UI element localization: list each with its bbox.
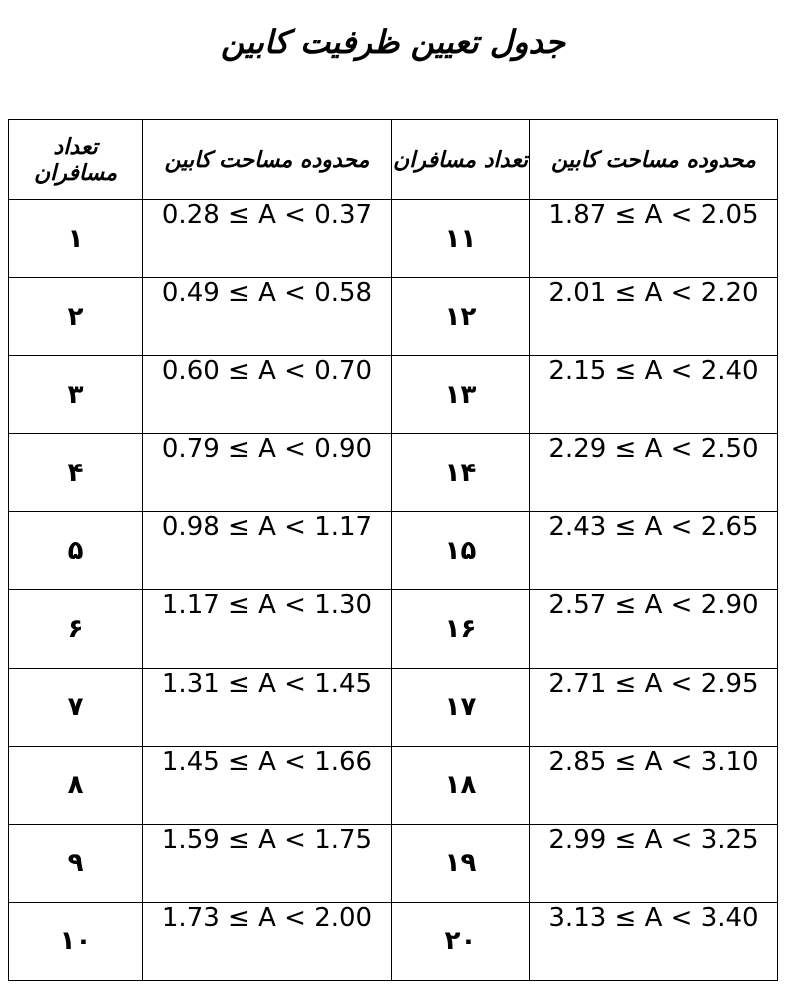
- table-row: [9, 902, 778, 980]
- table-row: [9, 200, 778, 278]
- passenger-count-cell: ۱۵: [392, 512, 530, 590]
- header-cabin-area-range-right: محدوده مساحت کابین: [530, 120, 778, 200]
- cabin-area-range-cell: 2.43 ≤ A < 2.65: [530, 512, 778, 590]
- passenger-count-cell: ۱۶: [392, 590, 530, 668]
- cabin-area-range-cell: 1.59 ≤ A < 1.75: [143, 824, 392, 902]
- passenger-count-cell: ۱۸: [392, 746, 530, 824]
- table-row: [9, 746, 778, 824]
- passenger-count-cell: ۳: [9, 356, 143, 434]
- table-row: [9, 824, 778, 902]
- cabin-area-range-cell: 0.79 ≤ A < 0.90: [143, 434, 392, 512]
- passenger-count-cell: ۶: [9, 590, 143, 668]
- cabin-area-range-cell: 1.17 ≤ A < 1.30: [143, 590, 392, 668]
- cabin-area-range-cell: 2.99 ≤ A < 3.25: [530, 824, 778, 902]
- cabin-area-range-cell: 2.01 ≤ A < 2.20: [530, 278, 778, 356]
- header-cabin-area-range-left: محدوده مساحت کابین: [143, 120, 392, 200]
- table-header-row: [9, 120, 778, 200]
- cabin-area-range-cell: 0.49 ≤ A < 0.58: [143, 278, 392, 356]
- cabin-area-range-cell: 0.60 ≤ A < 0.70: [143, 356, 392, 434]
- passenger-count-cell: ۱۷: [392, 668, 530, 746]
- passenger-count-cell: ۱۳: [392, 356, 530, 434]
- passenger-count-cell: ۱۹: [392, 824, 530, 902]
- passenger-count-cell: ۷: [9, 668, 143, 746]
- cabin-area-range-cell: 2.71 ≤ A < 2.95: [530, 668, 778, 746]
- page-title: جدول تعیین ظرفیت کابین: [220, 23, 566, 61]
- passenger-count-cell: ۸: [9, 746, 143, 824]
- table-row: [9, 356, 778, 434]
- cabin-area-range-cell: 3.13 ≤ A < 3.40: [530, 902, 778, 980]
- cabin-area-range-cell: 1.31 ≤ A < 1.45: [143, 668, 392, 746]
- passenger-count-cell: ۴: [9, 434, 143, 512]
- table-row: [9, 278, 778, 356]
- header-passenger-count-left: تعداد مسافران: [9, 120, 143, 200]
- cabin-area-range-cell: 2.85 ≤ A < 3.10: [530, 746, 778, 824]
- passenger-count-cell: ۱۰: [9, 902, 143, 980]
- cabin-area-range-cell: 2.15 ≤ A < 2.40: [530, 356, 778, 434]
- header-passenger-count-right: تعداد مسافران: [392, 120, 530, 200]
- passenger-count-cell: ۱۲: [392, 278, 530, 356]
- cabin-area-range-cell: 0.28 ≤ A < 0.37: [143, 200, 392, 278]
- cabin-capacity-table: [8, 119, 778, 981]
- cabin-area-range-cell: 2.57 ≤ A < 2.90: [530, 590, 778, 668]
- passenger-count-cell: ۹: [9, 824, 143, 902]
- cabin-area-range-cell: 1.45 ≤ A < 1.66: [143, 746, 392, 824]
- cabin-area-range-cell: 0.98 ≤ A < 1.17: [143, 512, 392, 590]
- passenger-count-cell: ۲۰: [392, 902, 530, 980]
- table-row: [9, 668, 778, 746]
- table-row: [9, 512, 778, 590]
- cabin-area-range-cell: 1.87 ≤ A < 2.05: [530, 200, 778, 278]
- cabin-area-range-cell: 1.73 ≤ A < 2.00: [143, 902, 392, 980]
- passenger-count-cell: ۱۱: [392, 200, 530, 278]
- passenger-count-cell: ۱۴: [392, 434, 530, 512]
- passenger-count-cell: ۵: [9, 512, 143, 590]
- passenger-count-cell: ۲: [9, 278, 143, 356]
- passenger-count-cell: ۱: [9, 200, 143, 278]
- table-row: [9, 434, 778, 512]
- table-row: [9, 590, 778, 668]
- cabin-area-range-cell: 2.29 ≤ A < 2.50: [530, 434, 778, 512]
